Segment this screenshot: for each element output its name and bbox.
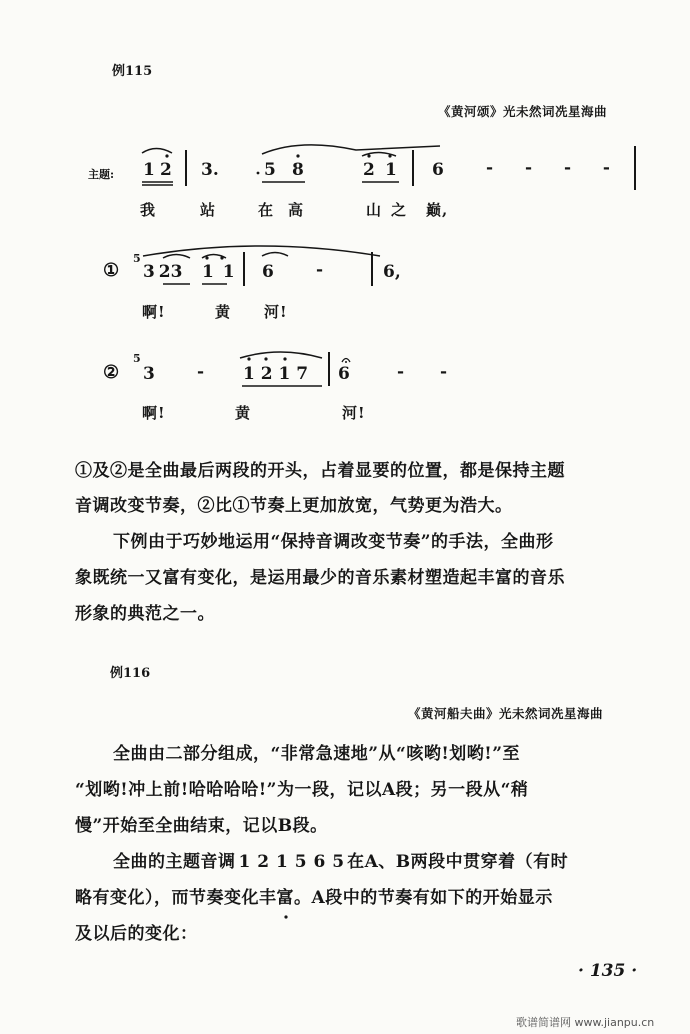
octave-dot: [165, 154, 168, 157]
paragraph-line: 略有变化），而节奏变化丰富。A段中的节奏有如下的开始显示: [75, 888, 553, 908]
theme-lyric: 高: [288, 201, 305, 219]
theme-lyric: 山: [366, 201, 383, 219]
theme-dashes: - - - -: [486, 158, 610, 178]
inline-notes: 1 2 1 5 6 5: [238, 852, 345, 872]
octave-dot: [283, 357, 286, 360]
page-number: · 135 ·: [578, 961, 638, 981]
line2-lyric: 河!: [342, 404, 366, 422]
theme-note-6: 2: [363, 160, 375, 180]
slur: [163, 255, 190, 259]
theme-lyric: 站: [200, 201, 217, 219]
circled-2: ②: [103, 362, 120, 383]
example-115-source: 《黄河颂》光未然词冼星海曲: [438, 104, 608, 119]
octave-dot: [220, 256, 223, 259]
theme-lyric: 我: [140, 201, 157, 219]
theme-label: 主题:: [88, 168, 115, 181]
theme-note-8: 6: [432, 160, 444, 180]
line1-notes-b: 1 1: [202, 262, 235, 282]
theme-lyric: 在: [258, 201, 275, 219]
octave-dot: [367, 154, 370, 157]
example-116-source: 《黄河船夫曲》光未然词冼星海曲: [408, 706, 604, 721]
grace-note: 5: [133, 352, 141, 365]
paragraph-line: 形象的典范之一。: [75, 604, 215, 624]
theme-lyric: 巅,: [426, 201, 449, 219]
line1-dash: -: [316, 260, 324, 280]
stray-dot: [284, 915, 287, 918]
example-115-label: 例115: [112, 64, 153, 79]
line2-note-c: 6: [338, 364, 350, 384]
slur: [142, 149, 172, 154]
slur: [262, 145, 440, 154]
example-116-label: 例116: [110, 666, 151, 681]
theme-note-1: 1: [143, 160, 155, 180]
paragraph-text: 全曲的主题音调: [113, 852, 236, 872]
line1-note-d: 6,: [383, 262, 401, 282]
octave-dot: [247, 357, 250, 360]
line1-lyric: 黄: [215, 303, 232, 321]
theme-note-2: 2: [160, 160, 172, 180]
paragraph-line: 及以后的变化：: [75, 924, 198, 944]
octave-dot: [296, 154, 299, 157]
slur: [262, 253, 288, 257]
paragraph-line: ①及②是全曲最后两段的开头，占着显要的位置，都是保持主题: [75, 461, 565, 481]
grace-dot: [257, 172, 260, 175]
watermark: 歌谱简谱网 www.jianpu.cn: [516, 1016, 655, 1029]
theme-note-5: 8: [292, 160, 304, 180]
octave-dot: [388, 154, 391, 157]
paragraph-line: 全曲由二部分组成，“非常急速地”从“咳哟!划哟!”至: [113, 744, 521, 764]
line2-lyric: 黄: [235, 404, 252, 422]
paragraph-line: “划哟!冲上前!哈哈哈哈!”为一段，记以A段；另一段从“稍: [75, 780, 529, 800]
line1-note-c: 6: [262, 262, 274, 282]
line1-lyric: 河!: [264, 303, 288, 321]
circled-1: ①: [103, 260, 120, 281]
line2-note-a: 3: [143, 364, 155, 384]
slur: [240, 352, 322, 358]
paragraph-line: [113, 847, 568, 872]
line1-lyric: 啊!: [142, 303, 166, 321]
line2-dashes: - -: [397, 362, 448, 382]
paragraph-line: 下例由于巧妙地运用“保持音调改变节奏”的手法，全曲形: [113, 532, 554, 552]
line2-notes-b: 1 2 1 7: [243, 364, 309, 384]
grace-note: 5: [133, 252, 141, 265]
line2-lyric: 啊!: [142, 404, 166, 422]
theme-note-3: 3.: [201, 160, 219, 180]
paragraph-line: 音调改变节奏，②比①节奏上更加放宽，气势更为浩大。: [75, 496, 513, 516]
line1-notes-a: 3 23: [143, 262, 183, 282]
theme-note-7: 1: [385, 160, 397, 180]
paragraph-line: 慢”开始至全曲结束，记以B段。: [75, 816, 328, 836]
line2-dash: -: [197, 362, 205, 382]
octave-dot: [264, 357, 267, 360]
theme-note-4: 5: [264, 160, 276, 180]
paragraph-text: 在A、B两段中贯穿着（有时: [347, 852, 569, 872]
octave-dot: [205, 256, 208, 259]
paragraph-line: 象既统一又富有变化，是运用最少的音乐素材塑造起丰富的音乐: [75, 568, 565, 588]
theme-lyric: 之: [391, 201, 408, 219]
